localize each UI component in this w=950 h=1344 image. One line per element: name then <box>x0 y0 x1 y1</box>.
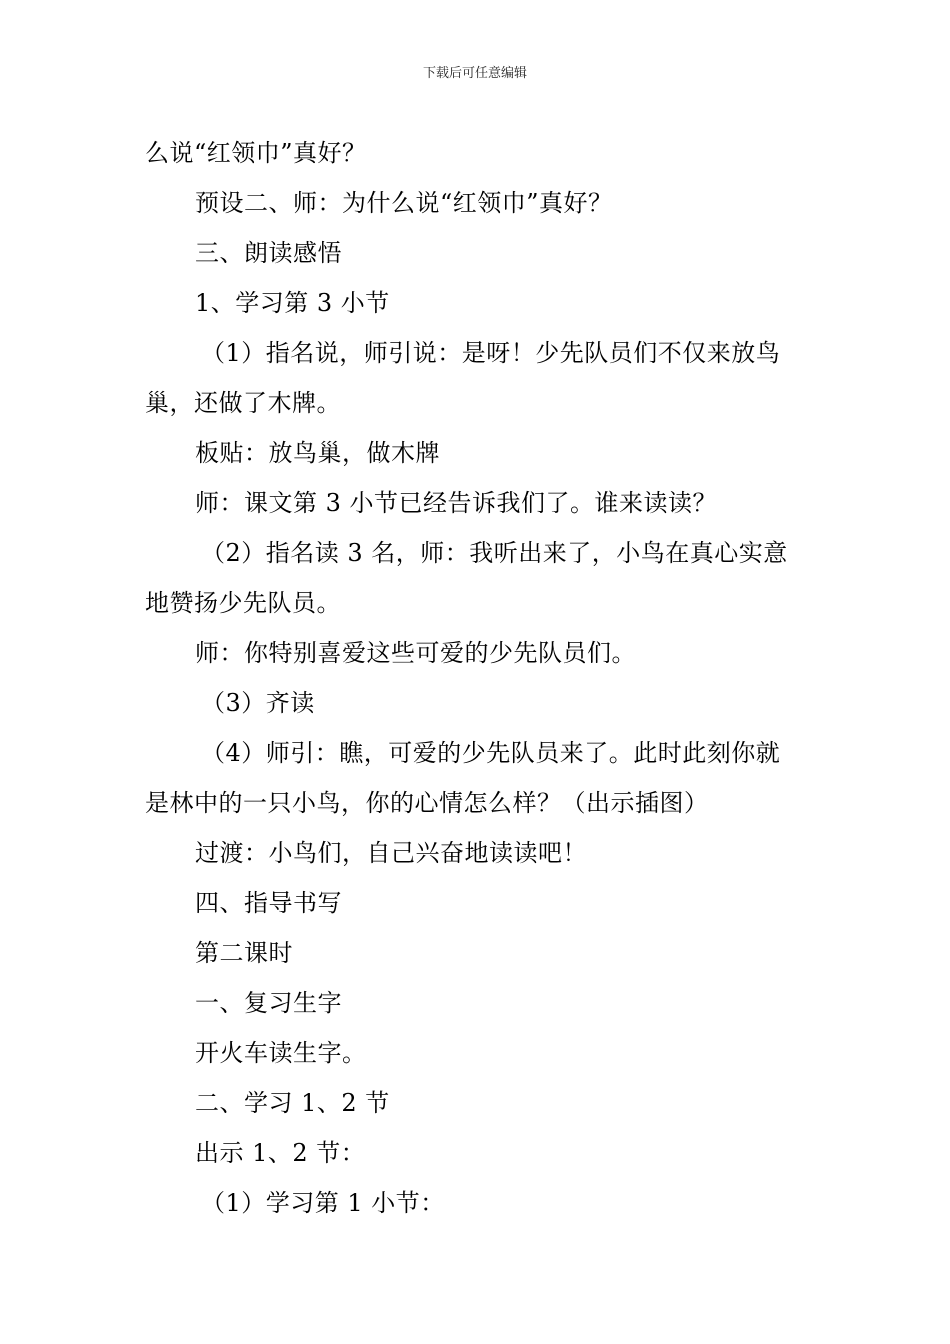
text-line: 师：你特别喜爱这些可爱的少先队员们。 <box>195 639 636 667</box>
text-line: 板贴：放鸟巢，做木牌 <box>195 439 440 467</box>
text-line: （2）指名读 3 名，师：我听出来了，小鸟在真心实意 <box>201 539 788 567</box>
text-line: （1）学习第 1 小节： <box>201 1189 445 1217</box>
text-line: 出示 1、2 节： <box>195 1139 366 1167</box>
subsection-heading: 1、学习第 3 小节 <box>195 289 390 317</box>
section-heading: 四、指导书写 <box>195 889 342 917</box>
text-line: 预设二、师：为什么说“红领巾”真好？ <box>195 189 613 217</box>
text-line: 开火车读生字。 <box>195 1039 367 1067</box>
section-heading: 一、复习生字 <box>195 989 342 1017</box>
section-heading: 二、学习 1、2 节 <box>195 1089 390 1117</box>
document-body <box>145 128 810 1228</box>
text-line: 师：课文第 3 小节已经告诉我们了。谁来读读？ <box>195 489 718 517</box>
lesson-heading: 第二课时 <box>195 939 293 967</box>
section-heading: 三、朗读感悟 <box>195 239 342 267</box>
text-line: （4）师引：瞧，可爱的少先队员来了。此时此刻你就 <box>201 739 781 767</box>
page-header: 下载后可任意编辑 <box>422 66 527 81</box>
text-line: 过渡：小鸟们，自己兴奋地读读吧！ <box>195 839 587 867</box>
text-line: 巢，还做了木牌。 <box>145 389 341 417</box>
text-line: 地赞扬少先队员。 <box>145 589 341 617</box>
text-line: （3）齐读 <box>201 689 315 717</box>
text-line: （1）指名说，师引说：是呀！少先队员们不仅来放鸟 <box>201 339 781 367</box>
text-line: 是林中的一只小鸟，你的心情怎么样？（出示插图） <box>145 789 709 817</box>
text-line: 么说“红领巾”真好？ <box>145 139 367 167</box>
